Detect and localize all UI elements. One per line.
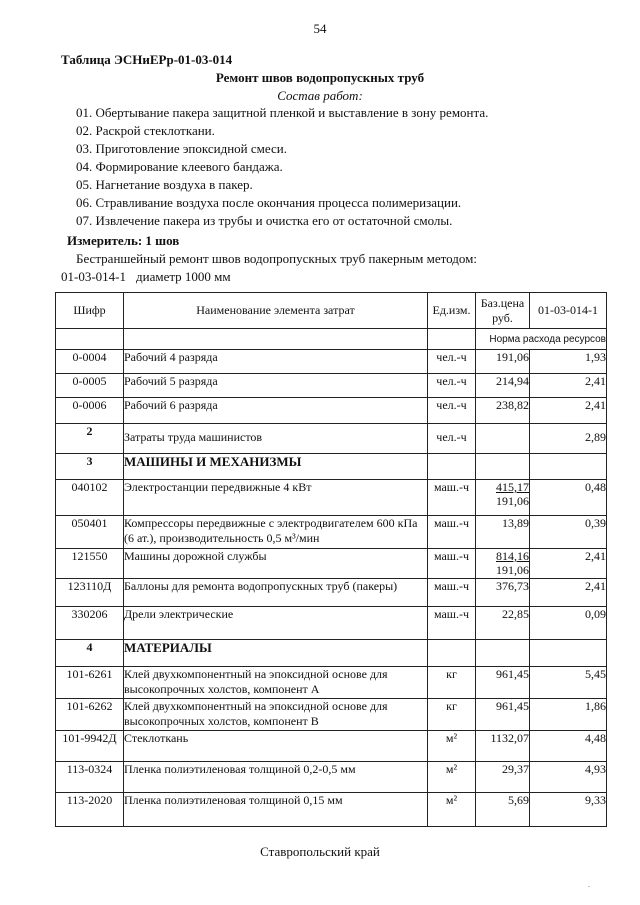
table-code: Таблица ЭСНиЕРр-01-03-014	[61, 52, 233, 67]
cell-price: 5,69	[476, 793, 530, 827]
price-secondary: 191,06	[496, 563, 529, 577]
page-number: 54	[313, 21, 327, 36]
cell-name: Стеклоткань	[124, 731, 428, 762]
measure-unit: Измеритель: 1 шов	[67, 233, 180, 248]
table-heading: Ремонт швов водопропускных труб	[215, 70, 425, 85]
work-item: 05. Нагнетание воздуха в пакер.	[76, 177, 253, 192]
cell-norm: 4,48	[530, 731, 607, 762]
work-item: 03. Приготовление эпоксидной смеси.	[76, 141, 287, 156]
table-row	[56, 516, 607, 549]
norm-header-row	[56, 329, 607, 350]
header-norm: 01-03-014-1	[530, 293, 607, 329]
cell-unit: кг	[428, 699, 476, 731]
work-item: 04. Формирование клеевого бандажа.	[76, 159, 283, 174]
cell-name: Машины дорожной службы	[124, 549, 428, 579]
table-row-machinists	[56, 424, 607, 454]
table-row	[56, 793, 607, 827]
cell-price: 22,85	[476, 607, 530, 640]
cell-code: 123110Д	[56, 579, 124, 607]
cell-code: 040102	[56, 480, 124, 516]
header-code: Шифр	[56, 293, 124, 329]
work-item: 06. Стравливание воздуха после окончания процесса полимеризации.	[76, 195, 462, 210]
cell-norm: 2,41	[530, 579, 607, 607]
cell-norm: 2,41	[530, 374, 607, 398]
table-row	[56, 480, 607, 516]
section-row-materials	[56, 640, 607, 667]
cell-unit: м²	[428, 762, 476, 793]
table-header-row	[56, 293, 607, 329]
cell-name: Рабочий 6 разряда	[124, 398, 428, 424]
cell-code: 0-0004	[56, 350, 124, 374]
section-code: 4	[56, 640, 124, 667]
price-secondary: 191,06	[496, 494, 529, 508]
cell-price	[476, 549, 530, 579]
work-list	[76, 104, 488, 230]
method-description: Бестраншейный ремонт швов водопропускных труб пакерным методом:	[76, 251, 477, 266]
cell-code: 101-9942Д	[56, 731, 124, 762]
cell-unit: кг	[428, 667, 476, 699]
table-row	[56, 731, 607, 762]
cell-code: 0-0006	[56, 398, 124, 424]
cell-norm: 0,48	[530, 480, 607, 516]
cell-name: Затраты труда машинистов	[124, 424, 428, 454]
cell-unit: чел.-ч	[428, 398, 476, 424]
table-row	[56, 398, 607, 424]
cell-norm: 0,09	[530, 607, 607, 640]
cell-norm: 9,33	[530, 793, 607, 827]
cell-unit: маш.-ч	[428, 549, 476, 579]
cell-name: Рабочий 4 разряда	[124, 350, 428, 374]
table-row	[56, 607, 607, 640]
cell-name: Пленка полиэтиленовая толщиной 0,15 мм	[124, 793, 428, 827]
cell-unit: чел.-ч	[428, 374, 476, 398]
cell-unit: маш.-ч	[428, 516, 476, 549]
cell-unit: м²	[428, 731, 476, 762]
cell-name: Рабочий 5 разряда	[124, 374, 428, 398]
section-code: 3	[56, 454, 124, 480]
cell-price: 376,73	[476, 579, 530, 607]
cost-table	[55, 292, 607, 827]
cell-unit: чел.-ч	[428, 350, 476, 374]
table-row	[56, 549, 607, 579]
price-value: 814,16	[496, 549, 529, 563]
cell-norm: 0,39	[530, 516, 607, 549]
cell-name: Баллоны для ремонта водопропускных труб (пакеры)	[124, 579, 428, 607]
cell-code: 2	[56, 424, 124, 454]
cell-norm: 2,89	[530, 424, 607, 454]
composition-label: Состав работ:	[277, 88, 363, 103]
cell-name: Электростанции передвижные 4 кВт	[124, 480, 428, 516]
table-row	[56, 350, 607, 374]
cell-code: 113-2020	[56, 793, 124, 827]
rate-code: 01-03-014-1	[61, 269, 126, 284]
cell-name: Клей двухкомпонентный на эпоксидной основе для высокопрочных холстов, компонент А	[124, 667, 428, 699]
cell-price: 13,89	[476, 516, 530, 549]
cell-code: 0-0005	[56, 374, 124, 398]
cell-price: 961,45	[476, 699, 530, 731]
cell-price: 191,06	[476, 350, 530, 374]
cell-code: 330206	[56, 607, 124, 640]
header-name: Наименование элемента затрат	[124, 293, 428, 329]
norm-header: Норма расхода ресурсов	[476, 329, 607, 350]
table-row	[56, 699, 607, 731]
rate-description: диаметр 1000 мм	[136, 269, 231, 284]
cell-name: Компрессоры передвижные с электродвигателем 600 кПа (6 ат.), производительность 0,5 м³/мин	[124, 516, 428, 549]
cell-unit: маш.-ч	[428, 480, 476, 516]
table-row	[56, 579, 607, 607]
cell-norm: 5,45	[530, 667, 607, 699]
cell-price: 961,45	[476, 667, 530, 699]
table-row	[56, 374, 607, 398]
cell-norm: 1,93	[530, 350, 607, 374]
footer-region: Ставропольский край	[260, 844, 380, 859]
rate-line	[61, 269, 231, 285]
header-price: Баз.цена руб.	[476, 293, 530, 329]
cell-unit: м²	[428, 793, 476, 827]
cell-price	[476, 480, 530, 516]
cell-price: 29,37	[476, 762, 530, 793]
cell-code: 050401	[56, 516, 124, 549]
cell-price: 238,82	[476, 398, 530, 424]
cell-unit: маш.-ч	[428, 579, 476, 607]
cell-price: 214,94	[476, 374, 530, 398]
section-row-machines	[56, 454, 607, 480]
table-row	[56, 762, 607, 793]
cell-price: 1132,07	[476, 731, 530, 762]
cell-unit: маш.-ч	[428, 607, 476, 640]
table-row	[56, 667, 607, 699]
cell-name: Дрели электрические	[124, 607, 428, 640]
work-item: 01. Обертывание пакера защитной пленкой и выставление в зону ремонта.	[76, 105, 489, 120]
cell-price	[476, 424, 530, 454]
cell-code: 113-0324	[56, 762, 124, 793]
cell-code: 121550	[56, 549, 124, 579]
work-item: 07. Извлечение пакера из трубы и очистка его от остаточной смолы.	[76, 213, 453, 228]
cell-code: 101-6261	[56, 667, 124, 699]
cell-norm: 1,86	[530, 699, 607, 731]
header-unit: Ед.изм.	[428, 293, 476, 329]
cell-code: 101-6262	[56, 699, 124, 731]
section-title: МАТЕРИАЛЫ	[124, 640, 428, 667]
cell-norm: 2,41	[530, 398, 607, 424]
cell-norm: 2,41	[530, 549, 607, 579]
cell-norm: 4,93	[530, 762, 607, 793]
corner-mark: .	[588, 880, 590, 889]
price-value: 415,17	[496, 480, 529, 494]
cell-name: Клей двухкомпонентный на эпоксидной основе для высокопрочных холстов, компонент В	[124, 699, 428, 731]
cell-unit: чел.-ч	[428, 424, 476, 454]
section-title: МАШИНЫ И МЕХАНИЗМЫ	[124, 454, 428, 480]
cell-name: Пленка полиэтиленовая толщиной 0,2-0,5 мм	[124, 762, 428, 793]
work-item: 02. Раскрой стеклоткани.	[76, 123, 215, 138]
